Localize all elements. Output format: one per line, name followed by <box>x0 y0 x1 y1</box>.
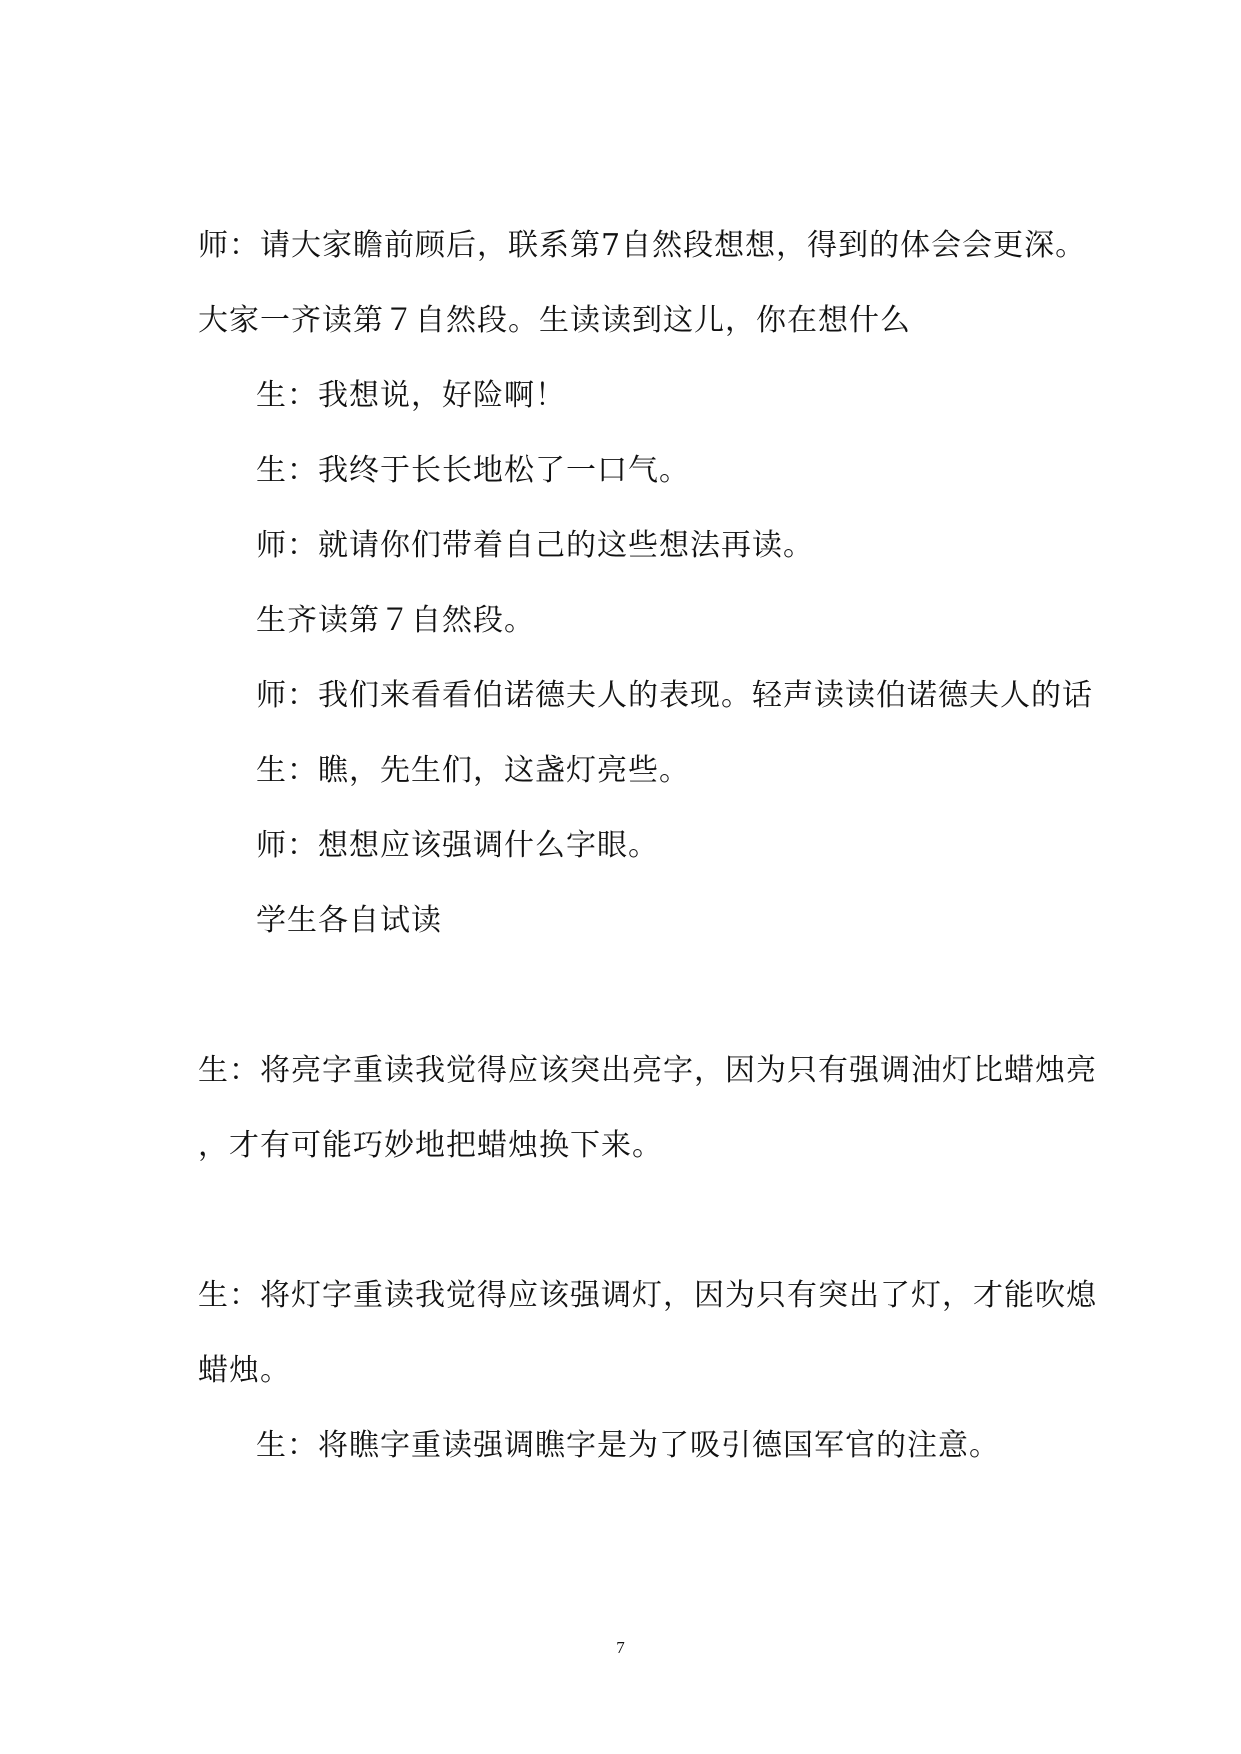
page-number: 7 <box>616 1638 625 1657</box>
text-line: 学生各自试读 <box>256 903 442 938</box>
text-line: 师：想想应该强调什么字眼。 <box>256 828 659 863</box>
text-line: 生：瞧，先生们，这盏灯亮些。 <box>256 753 690 788</box>
text-line: 生：我终于长长地松了一口气。 <box>256 453 690 488</box>
text-line: ，才有可能巧妙地把蜡烛换下来。 <box>198 1128 663 1163</box>
text-line: 生：将瞧字重读强调瞧字是为了吸引德国军官的注意。 <box>256 1428 1000 1463</box>
text-line: 师：我们来看看伯诺德夫人的表现。轻声读读伯诺德夫人的话 <box>256 678 1093 713</box>
text-line: 生：将亮字重读我觉得应该突出亮字，因为只有强调油灯比蜡烛亮 <box>198 1053 1097 1088</box>
text-line: 大家一齐读第７自然段。生读读到这儿，你在想什么 <box>198 303 911 338</box>
text-line: 生齐读第７自然段。 <box>256 603 535 638</box>
text-line: 蜡烛。 <box>198 1353 291 1388</box>
text-line: 生：我想说，好险啊！ <box>256 378 566 413</box>
text-line: 生：将灯字重读我觉得应该强调灯，因为只有突出了灯，才能吹熄 <box>198 1278 1097 1313</box>
text-line: 师：就请你们带着自己的这些想法再读。 <box>256 528 814 563</box>
text-line: 师：请大家瞻前顾后，联系第7自然段想想，得到的体会会更深。 <box>198 228 1087 263</box>
